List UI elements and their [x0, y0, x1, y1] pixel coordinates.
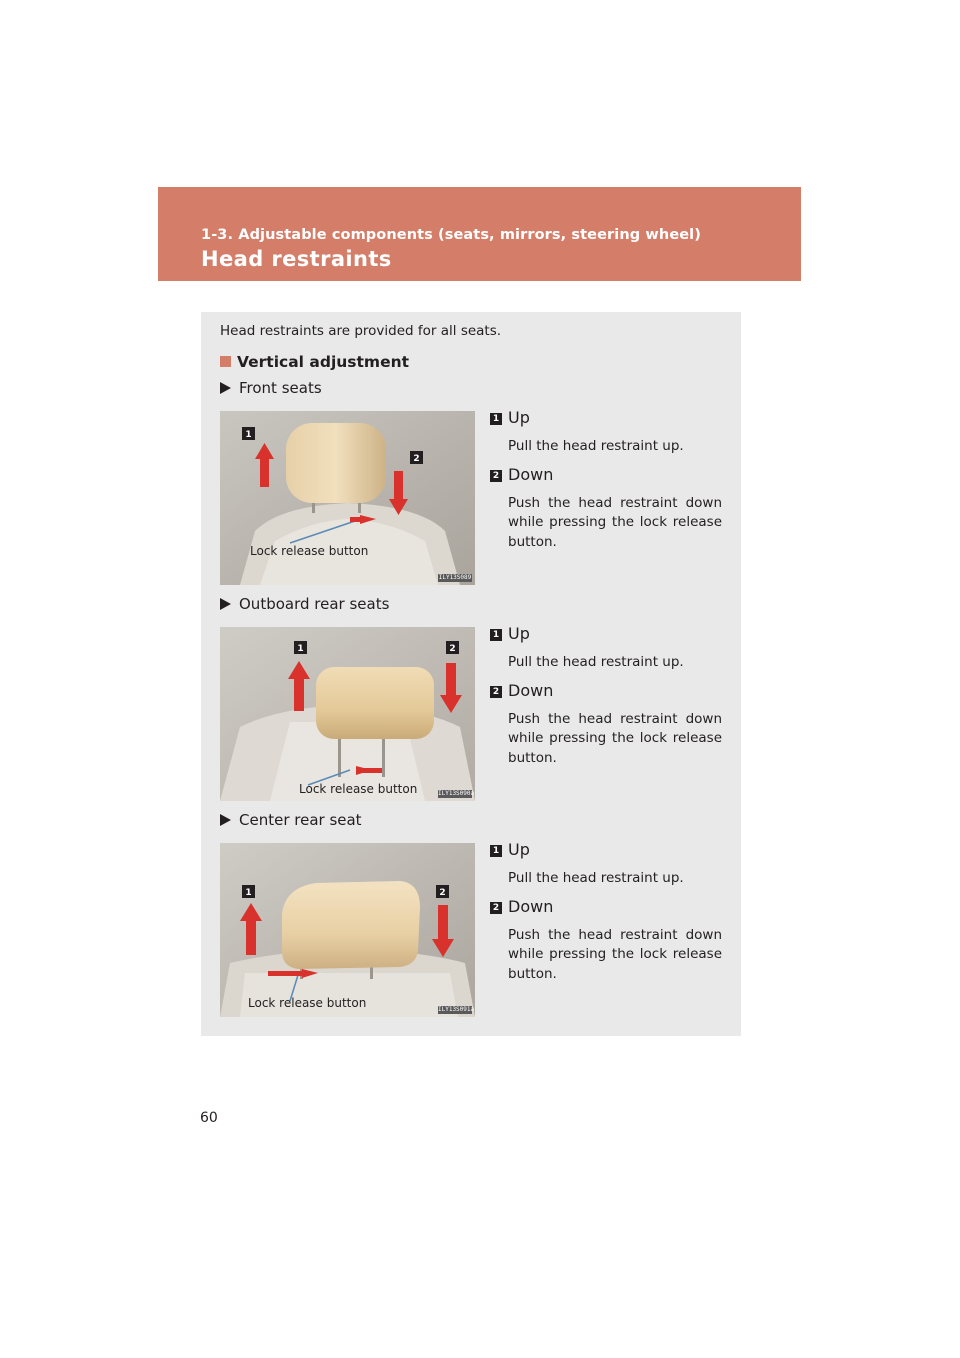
front-seat-illustration: [220, 411, 475, 585]
svg-text:1: 1: [245, 430, 252, 440]
svg-text:1: 1: [297, 644, 304, 654]
triangle-bullet-icon: [220, 598, 231, 610]
step-description: Push the head restraint down while pressing the lock release button.: [508, 710, 722, 766]
front-seats-steps: [490, 408, 722, 560]
step-number-badge: 2: [490, 470, 502, 482]
step-number-badge: 1: [490, 629, 502, 641]
step-description: Push the head restraint down while pressing the lock release button.: [508, 926, 722, 982]
outboard-rear-seats-label-text: Outboard rear seats: [239, 595, 390, 613]
svg-text:1: 1: [245, 888, 252, 898]
triangle-bullet-icon: [220, 382, 231, 394]
page-title: Head restraints: [201, 247, 392, 271]
lock-release-callout: Lock release button: [250, 544, 369, 558]
page-number: 60: [200, 1110, 218, 1126]
center-rear-seat-illustration: [220, 843, 475, 1017]
center-rear-steps: [490, 840, 722, 992]
step-up: [490, 624, 722, 644]
lock-release-callout: Lock release button: [248, 996, 367, 1010]
content-panel: [201, 312, 741, 1036]
step-description: Pull the head restraint up.: [508, 654, 684, 670]
step-title-text: Up: [508, 840, 530, 859]
step-number-badge: 1: [490, 845, 502, 857]
step-down: [490, 897, 722, 917]
triangle-bullet-icon: [220, 814, 231, 826]
step-number-badge: 1: [490, 413, 502, 425]
step-title-text: Down: [508, 680, 554, 700]
subheading-label: Vertical adjustment: [237, 353, 410, 371]
outboard-rear-seat-illustration: [220, 627, 475, 801]
step-title-text: Down: [508, 464, 554, 484]
outboard-rear-steps: [490, 624, 722, 776]
square-bullet-icon: [220, 356, 231, 367]
chapter-header-band: [158, 187, 801, 281]
step-up: [490, 408, 722, 428]
front-seat-headrest-drawing: [220, 411, 475, 585]
step-description: Push the head restraint down while pressing the lock release button.: [508, 494, 722, 550]
subheading: [220, 353, 409, 371]
step-number-badge: 2: [490, 686, 502, 698]
outboard-rear-seats-label: [220, 595, 389, 613]
front-seats-label: [220, 379, 322, 397]
figure-code: ILY13S090a: [438, 790, 475, 797]
step-description: Pull the head restraint up.: [508, 870, 684, 886]
step-title-text: Up: [508, 624, 530, 643]
intro-text: Head restraints are provided for all seats.: [220, 323, 502, 339]
lock-release-callout: Lock release button: [299, 782, 418, 796]
center-rear-seat-label: [220, 811, 362, 829]
svg-text:2: 2: [413, 454, 420, 464]
section-label: 1-3. Adjustable components (seats, mirrors, steering wheel): [201, 227, 701, 243]
figure-code: ILY13S091a: [438, 1006, 475, 1013]
center-rear-seat-label-text: Center rear seat: [239, 811, 362, 829]
front-seats-label-text: Front seats: [239, 379, 322, 397]
svg-text:2: 2: [439, 888, 446, 898]
step-number-badge: 2: [490, 902, 502, 914]
step-title-text: Up: [508, 408, 530, 427]
step-title-text: Down: [508, 896, 554, 916]
step-down: [490, 465, 722, 485]
center-rear-headrest-drawing: [220, 843, 475, 1017]
step-up: [490, 840, 722, 860]
step-down: [490, 681, 722, 701]
outboard-rear-headrest-drawing: [220, 627, 475, 801]
svg-text:2: 2: [449, 644, 456, 654]
figure-code: ILY13S089: [438, 574, 472, 581]
step-description: Pull the head restraint up.: [508, 438, 684, 454]
